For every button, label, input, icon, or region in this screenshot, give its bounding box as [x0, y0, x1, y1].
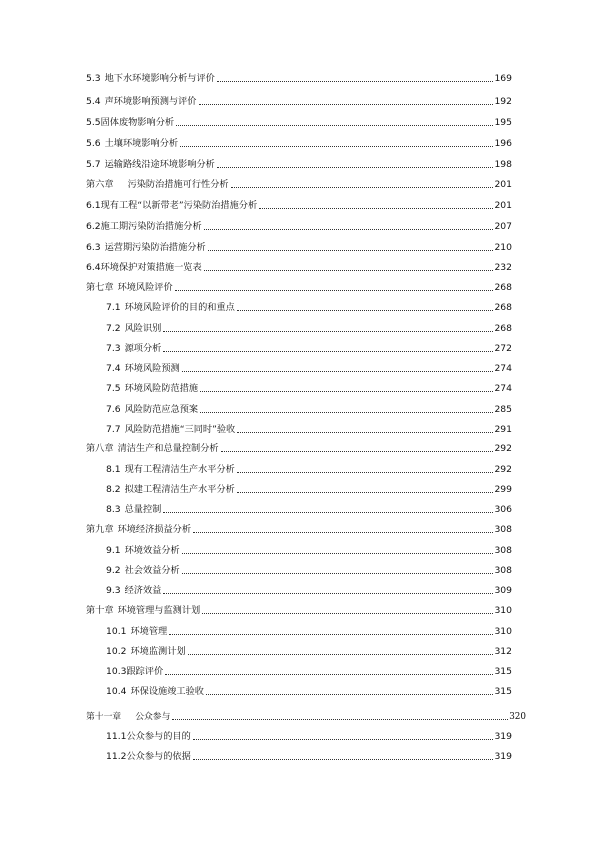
dot-leader: [217, 167, 494, 168]
toc-entry-number: 5.3: [86, 73, 101, 84]
toc-entry-number: 6.2: [86, 221, 101, 232]
dot-leader: [188, 654, 494, 655]
dot-leader: [259, 208, 493, 209]
toc-entry-title: 总量控制: [124, 504, 162, 515]
dot-leader: [202, 613, 493, 614]
toc-entry-chapter-6[interactable]: [86, 177, 512, 191]
toc-entry-page: 310: [494, 626, 512, 637]
dot-leader: [163, 512, 493, 513]
toc-entry-page: 309: [494, 585, 512, 596]
toc-entry-number: 7.1: [106, 302, 121, 313]
toc-entry-title: 环境经济损益分析: [117, 524, 192, 535]
toc-entry-page: 268: [494, 282, 512, 293]
toc-entry-number: 6.1: [86, 200, 101, 211]
toc-entry-title: 环保设施竣工验收: [130, 686, 204, 697]
dot-leader: [200, 412, 493, 413]
toc-entry-title: 污染防治措施可行性分析: [127, 179, 229, 190]
toc-chapter-number: 第十一章: [86, 712, 122, 722]
toc-entry-title: 声环境影响预测与评价: [104, 96, 197, 107]
toc-entry-7-1[interactable]: [106, 300, 512, 314]
toc-entry-page: 272: [494, 343, 512, 354]
toc-entry-7-3[interactable]: [106, 341, 512, 355]
toc-entry-number: 8.1: [106, 464, 121, 475]
toc-entry-number: 7.5: [106, 383, 121, 394]
toc-entry-page: 268: [494, 302, 512, 313]
toc-entry-number: 9.2: [106, 565, 121, 576]
toc-entry-chapter-10[interactable]: [86, 603, 512, 617]
toc-entry-page: 274: [494, 363, 512, 374]
toc-entry-8-2[interactable]: [106, 482, 512, 496]
toc-entry-7-7[interactable]: [106, 422, 512, 436]
toc-entry-title: 土壤环境影响分析: [104, 138, 179, 149]
toc-entry-number: 6.4: [86, 262, 101, 273]
toc-entry-9-3[interactable]: [106, 583, 512, 597]
dot-leader: [221, 451, 494, 452]
toc-entry-11-2[interactable]: [106, 749, 512, 763]
toc-entry-number: 7.4: [106, 363, 121, 374]
toc-entry-page: 308: [494, 545, 512, 556]
dot-leader: [193, 532, 493, 533]
toc-entry-number: 7.6: [106, 404, 121, 415]
toc-entry-number: 8.3: [106, 504, 121, 515]
dot-leader: [176, 125, 493, 126]
dot-leader: [182, 553, 494, 554]
toc-entry-10-4[interactable]: [106, 684, 512, 698]
toc-entry-page: 285: [494, 404, 512, 415]
toc-entry-title: 环境风险防范措施: [124, 383, 199, 394]
toc-entry-5-7[interactable]: [86, 157, 512, 171]
dot-leader: [217, 81, 494, 82]
toc-entry-page: 274: [494, 383, 512, 394]
toc-entry-number: 7.2: [106, 323, 121, 334]
toc-entry-number: 10.3: [106, 666, 127, 677]
dot-leader: [163, 351, 493, 352]
toc-entry-chapter-7[interactable]: [86, 280, 512, 294]
toc-entry-number: 11.2: [106, 751, 127, 762]
toc-entry-9-2[interactable]: [106, 563, 512, 577]
toc-chapter-number: 第十章: [86, 605, 114, 616]
toc-entry-title: 环境风险评价的目的和重点: [124, 302, 235, 313]
dot-leader: [175, 290, 494, 291]
toc-entry-title: 社会效益分析: [124, 565, 180, 576]
toc-entry-page: 292: [494, 464, 512, 475]
toc-chapter-number: 第七章: [86, 282, 114, 293]
dot-leader: [165, 674, 493, 675]
toc-chapter-number: 第六章: [86, 179, 114, 190]
toc-entry-page: 308: [494, 565, 512, 576]
toc-entry-number: 10.4: [106, 686, 127, 697]
toc-chapter-number: 第九章: [86, 524, 114, 535]
dot-leader: [163, 331, 493, 332]
toc-entry-number: 5.5: [86, 117, 101, 128]
toc-entry-page: 198: [494, 159, 512, 170]
toc-entry-chapter-8[interactable]: [86, 441, 512, 455]
toc-entry-page: 299: [494, 484, 512, 495]
toc-entry-title: 施工期污染防治措施分析: [100, 221, 202, 232]
toc-entry-page: 306: [494, 504, 512, 515]
toc-entry-number: 5.6: [86, 138, 101, 149]
toc-entry-title: 风险防范应急预案: [124, 404, 199, 415]
toc-entry-title: 环境风险评价: [117, 282, 173, 293]
dot-leader: [182, 573, 494, 574]
toc-entry-9-1[interactable]: [106, 543, 512, 557]
dot-leader: [237, 472, 494, 473]
toc-entry-6-2[interactable]: [86, 219, 512, 233]
toc-entry-page: 315: [494, 686, 512, 697]
toc-entry-page: 196: [494, 138, 512, 149]
dot-leader: [169, 634, 493, 635]
toc-entry-title: 运营期污染防治措施分析: [104, 242, 206, 253]
toc-entry-page: 268: [494, 323, 512, 334]
dot-leader: [199, 104, 494, 105]
toc-entry-8-3[interactable]: [106, 502, 512, 516]
dot-leader: [204, 229, 494, 230]
dot-leader: [204, 270, 494, 271]
toc-entry-number: 10.2: [106, 646, 127, 657]
toc-entry-5-4[interactable]: [86, 94, 512, 108]
toc-entry-page: 201: [494, 179, 512, 190]
toc-entry-title: 现有工程清洁生产水平分析: [124, 464, 235, 475]
toc-entry-title: 跟踪评价: [126, 666, 164, 677]
toc-entry-6-4[interactable]: [86, 260, 512, 274]
toc-entry-page: 207: [494, 221, 512, 232]
toc-entry-page: 315: [494, 666, 512, 677]
toc-entry-title: 运输路线沿途环境影响分析: [104, 159, 215, 170]
toc-entry-number: 5.7: [86, 159, 101, 170]
toc-entry-number: 5.4: [86, 96, 101, 107]
toc-entry-page: 292: [494, 443, 512, 454]
dot-leader: [237, 310, 494, 311]
toc-entry-number: 7.7: [106, 424, 121, 435]
toc-entry-title: 清洁生产和总量控制分析: [117, 443, 219, 454]
toc-entry-chapter-11[interactable]: [86, 709, 526, 723]
toc-chapter-number: 第八章: [86, 443, 114, 454]
toc-entry-10-3[interactable]: [106, 664, 512, 678]
dot-leader: [206, 694, 493, 695]
toc-entry-number: 8.2: [106, 484, 121, 495]
toc-entry-page: 169: [494, 73, 512, 84]
toc-entry-6-3[interactable]: [86, 240, 512, 254]
toc-entry-title: 源项分析: [124, 343, 162, 354]
toc-entry-page: 308: [494, 524, 512, 535]
toc-entry-number: 10.1: [106, 626, 127, 637]
toc-entry-page: 319: [494, 731, 512, 742]
toc-entry-page: 291: [494, 424, 512, 435]
dot-leader: [208, 250, 494, 251]
dot-leader: [193, 739, 494, 740]
dot-leader: [231, 187, 494, 188]
toc-entry-title: 风险识别: [124, 323, 162, 334]
toc-entry-title: 地下水环境影响分析与评价: [104, 73, 215, 84]
toc-entry-title: 公众参与的依据: [126, 751, 191, 762]
toc-entry-number: 7.3: [106, 343, 121, 354]
toc-entry-page: 192: [494, 96, 512, 107]
toc-entry-number: 6.3: [86, 242, 101, 253]
toc-entry-title: 经济效益: [124, 585, 162, 596]
toc-entry-6-1[interactable]: [86, 198, 512, 212]
dot-leader: [237, 492, 494, 493]
toc-entry-number: 11.1: [106, 731, 127, 742]
toc-entry-page: 320: [509, 712, 526, 722]
toc-entry-page: 319: [494, 751, 512, 762]
toc-entry-title: 环境监测计划: [130, 646, 186, 657]
dot-leader: [163, 593, 493, 594]
toc-entry-page: 195: [494, 117, 512, 128]
toc-entry-page: 310: [494, 605, 512, 616]
toc-entry-7-2[interactable]: [106, 321, 512, 335]
toc-entry-number: 9.3: [106, 585, 121, 596]
toc-entry-title: 环境效益分析: [124, 545, 180, 556]
toc-entry-title: 拟建工程清洁生产水平分析: [124, 484, 235, 495]
toc-entry-11-1[interactable]: [106, 729, 512, 743]
toc-entry-chapter-9[interactable]: [86, 522, 512, 536]
dot-leader: [172, 719, 508, 720]
toc-entry-5-3[interactable]: [86, 71, 512, 85]
toc-entry-7-4[interactable]: [106, 361, 512, 375]
toc-entry-title: 环境保护对策措施一览表: [100, 262, 202, 273]
toc-entry-title: 公众参与的目的: [126, 731, 191, 742]
toc-entry-8-1[interactable]: [106, 462, 512, 476]
toc-entry-page: 201: [494, 200, 512, 211]
toc-entry-7-6[interactable]: [106, 402, 512, 416]
toc-entry-5-6[interactable]: [86, 136, 512, 150]
dot-leader: [237, 432, 493, 433]
toc-entry-title: 环境管理与监测计划: [117, 605, 201, 616]
toc-entry-title: 公众参与: [135, 712, 171, 722]
toc-entry-page: 210: [494, 242, 512, 253]
toc-entry-title: 环境管理: [130, 626, 168, 637]
toc-entry-page: 312: [494, 646, 512, 657]
toc-entry-title: 固体废物影响分析: [100, 117, 175, 128]
dot-leader: [182, 371, 494, 372]
toc-entry-page: 232: [494, 262, 512, 273]
toc-entry-number: 9.1: [106, 545, 121, 556]
toc-entry-10-2[interactable]: [106, 644, 512, 658]
dot-leader: [193, 759, 494, 760]
dot-leader: [200, 391, 493, 392]
dot-leader: [180, 146, 493, 147]
toc-entry-title: 环境风险预测: [124, 363, 180, 374]
toc-entry-title: 风险防范措施“三同时”验收: [124, 424, 236, 435]
toc-entry-title: 现有工程“以新带老”污染防治措施分析: [100, 200, 258, 211]
toc-entry-5-5[interactable]: [86, 115, 512, 129]
toc-entry-10-1[interactable]: [106, 624, 512, 638]
toc-entry-7-5[interactable]: [106, 381, 512, 395]
